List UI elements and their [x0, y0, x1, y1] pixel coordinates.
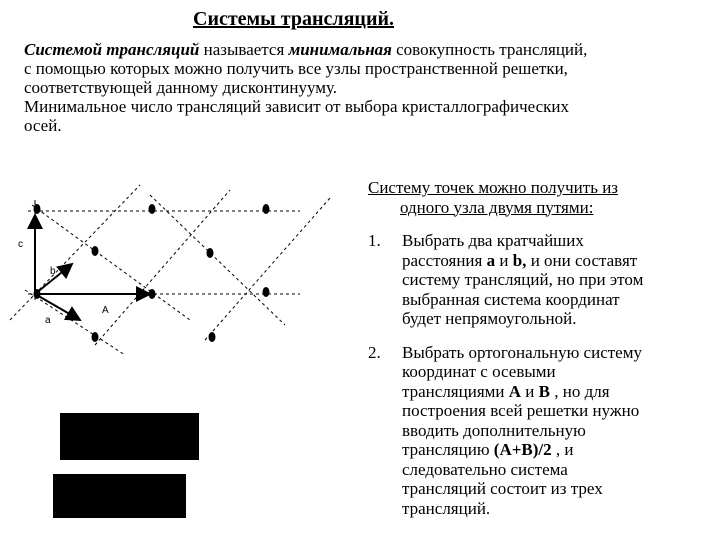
methods-text	[368, 178, 713, 518]
method-item-1	[368, 231, 713, 329]
item-text: Выбрать два кратчайших	[402, 231, 584, 250]
methods-lead	[368, 178, 713, 217]
page-title: Системы трансляций.	[193, 8, 394, 30]
intro-line-1	[24, 40, 714, 59]
item-text	[402, 440, 713, 460]
arrow-a	[35, 294, 80, 320]
item-text: вводить дополнительную	[402, 420, 586, 440]
label-c: c	[18, 239, 23, 250]
item-number: 2.	[368, 342, 381, 362]
item-text: построения всей решетки нужно	[402, 401, 640, 420]
lattice-node	[34, 289, 41, 299]
item-text-part: трансляциями	[402, 381, 509, 401]
label-b: b	[50, 266, 56, 277]
item-text: выбранная система координат	[402, 289, 620, 309]
item-text-part: , но для	[549, 381, 610, 401]
lattice-node	[209, 332, 216, 342]
item-text: трансляций.	[402, 498, 491, 518]
lattice-node	[34, 204, 41, 214]
term-minimal: минимальная	[288, 40, 392, 59]
lattice-grid-lines	[10, 185, 330, 355]
intro-paragraph	[24, 40, 714, 135]
lattice-nodes	[34, 204, 270, 342]
item-text: следовательно система	[402, 459, 568, 479]
symbol-b: b,	[512, 250, 527, 270]
item-text-part: и	[495, 250, 513, 270]
method-item-2	[368, 343, 713, 519]
symbol-A: А	[508, 381, 522, 401]
label-a: a	[45, 315, 51, 326]
lattice-node	[263, 287, 270, 297]
item-text: трансляций состоит из трех	[402, 479, 603, 498]
item-text	[402, 382, 713, 402]
lattice-node	[92, 332, 99, 342]
lead-line-1: Систему точек можно получить из	[368, 178, 619, 197]
symbol-a: a	[486, 250, 496, 270]
item-number: 1.	[368, 231, 381, 250]
item-text	[402, 251, 713, 271]
intro-text: называется	[199, 40, 289, 59]
symbol-B: В	[538, 381, 550, 401]
intro-line-5: осей.	[24, 116, 62, 135]
intro-line-4: Минимальное число трансляций зависит от выбора кристаллографических	[24, 97, 569, 116]
lattice-diagram	[0, 170, 360, 360]
item-text-part: трансляцию	[402, 440, 494, 459]
lead-line-2: одного узла двумя путями:	[400, 197, 594, 217]
redacted-block	[60, 413, 199, 460]
lattice-node	[263, 204, 270, 214]
item-text-part: и они составят	[526, 250, 638, 270]
intro-line-3: соответствующей данному дисконтинууму.	[24, 78, 338, 97]
item-text-part: и	[521, 381, 539, 401]
formula-half-sum: (А+В)/2	[493, 440, 552, 459]
intro-line-2: с помощью которых можно получить все узлы пространственной решетки,	[24, 59, 568, 78]
label-A: A	[102, 305, 109, 316]
lattice-node	[92, 246, 99, 256]
redacted-block	[53, 474, 186, 518]
item-text: будет непрямоугольной.	[402, 309, 577, 328]
item-text: координат с осевыми	[402, 362, 556, 381]
lattice-node	[149, 204, 156, 214]
item-text: систему трансляций, но при этом	[402, 270, 644, 289]
item-text-part: расстояния	[402, 250, 487, 270]
lattice-node	[207, 248, 214, 258]
item-text-part: , и	[551, 440, 574, 459]
item-text: Выбрать ортогональную систему	[402, 342, 642, 362]
term-translation-system: Системой трансляций	[24, 40, 200, 59]
intro-text: совокупность трансляций,	[391, 40, 588, 59]
lattice-node	[149, 289, 156, 299]
